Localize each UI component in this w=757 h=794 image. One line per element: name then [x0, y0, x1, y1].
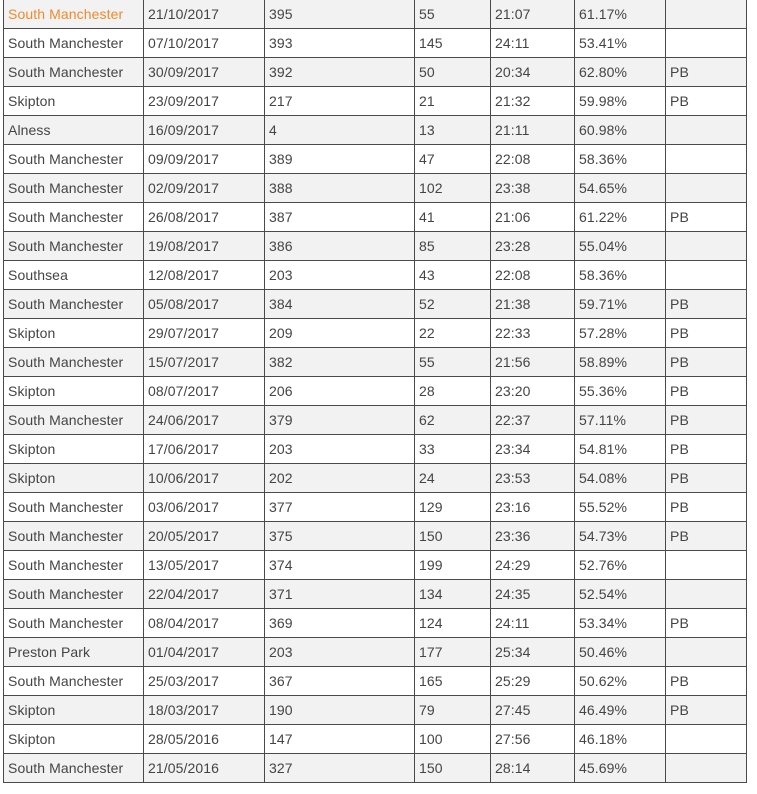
run-number-cell: 327: [265, 754, 415, 783]
run-number-cell: 388: [265, 174, 415, 203]
run-number-cell: 392: [265, 58, 415, 87]
time-cell: 23:36: [491, 522, 575, 551]
time-cell: 21:56: [491, 348, 575, 377]
pb-cell: PB: [666, 58, 747, 87]
event-cell: Skipton: [4, 319, 144, 348]
date-cell: 09/09/2017: [144, 145, 265, 174]
event-cell: South Manchester: [4, 754, 144, 783]
age-grade-cell: 57.28%: [575, 319, 666, 348]
event-cell: South Manchester: [4, 174, 144, 203]
event-cell: South Manchester: [4, 232, 144, 261]
date-cell: 08/07/2017: [144, 377, 265, 406]
run-number-cell: 395: [265, 0, 415, 29]
age-grade-cell: 52.54%: [575, 580, 666, 609]
event-cell: Preston Park: [4, 638, 144, 667]
pb-cell: PB: [666, 667, 747, 696]
date-cell: 12/08/2017: [144, 261, 265, 290]
results-table: [3, 0, 747, 783]
time-cell: 23:28: [491, 232, 575, 261]
table-row: [4, 348, 747, 377]
position-cell: 177: [415, 638, 491, 667]
date-cell: 23/09/2017: [144, 87, 265, 116]
run-number-cell: 203: [265, 638, 415, 667]
run-number-cell: 203: [265, 261, 415, 290]
position-cell: 52: [415, 290, 491, 319]
age-grade-cell: 50.46%: [575, 638, 666, 667]
time-cell: 21:06: [491, 203, 575, 232]
pb-cell: PB: [666, 493, 747, 522]
date-cell: 21/05/2016: [144, 754, 265, 783]
date-cell: 21/10/2017: [144, 0, 265, 29]
time-cell: 24:11: [491, 609, 575, 638]
run-number-cell: 209: [265, 319, 415, 348]
age-grade-cell: 46.18%: [575, 725, 666, 754]
table-row: [4, 174, 747, 203]
pb-cell: PB: [666, 406, 747, 435]
date-cell: 10/06/2017: [144, 464, 265, 493]
date-cell: 02/09/2017: [144, 174, 265, 203]
event-cell: Skipton: [4, 435, 144, 464]
pb-cell: [666, 551, 747, 580]
pb-cell: [666, 232, 747, 261]
run-number-cell: 389: [265, 145, 415, 174]
age-grade-cell: 53.34%: [575, 609, 666, 638]
table-row: [4, 493, 747, 522]
age-grade-cell: 59.98%: [575, 87, 666, 116]
time-cell: 25:29: [491, 667, 575, 696]
date-cell: 22/04/2017: [144, 580, 265, 609]
date-cell: 17/06/2017: [144, 435, 265, 464]
date-cell: 05/08/2017: [144, 290, 265, 319]
table-row: [4, 667, 747, 696]
time-cell: 27:56: [491, 725, 575, 754]
time-cell: 24:29: [491, 551, 575, 580]
position-cell: 21: [415, 87, 491, 116]
event-cell: Skipton: [4, 696, 144, 725]
age-grade-cell: 61.17%: [575, 0, 666, 29]
age-grade-cell: 54.73%: [575, 522, 666, 551]
time-cell: 22:37: [491, 406, 575, 435]
position-cell: 79: [415, 696, 491, 725]
table-row: [4, 406, 747, 435]
age-grade-cell: 57.11%: [575, 406, 666, 435]
table-row: [4, 696, 747, 725]
pb-cell: PB: [666, 348, 747, 377]
date-cell: 16/09/2017: [144, 116, 265, 145]
date-cell: 13/05/2017: [144, 551, 265, 580]
age-grade-cell: 55.04%: [575, 232, 666, 261]
run-number-cell: 386: [265, 232, 415, 261]
date-cell: 15/07/2017: [144, 348, 265, 377]
run-number-cell: 382: [265, 348, 415, 377]
event-cell: South Manchester: [4, 493, 144, 522]
pb-cell: [666, 261, 747, 290]
pb-cell: [666, 145, 747, 174]
date-cell: 25/03/2017: [144, 667, 265, 696]
date-cell: 28/05/2016: [144, 725, 265, 754]
age-grade-cell: 61.22%: [575, 203, 666, 232]
run-number-cell: 206: [265, 377, 415, 406]
pb-cell: [666, 0, 747, 29]
position-cell: 24: [415, 464, 491, 493]
position-cell: 129: [415, 493, 491, 522]
table-row: [4, 551, 747, 580]
table-row: [4, 290, 747, 319]
age-grade-cell: 58.36%: [575, 145, 666, 174]
pb-cell: PB: [666, 319, 747, 348]
pb-cell: [666, 580, 747, 609]
date-cell: 01/04/2017: [144, 638, 265, 667]
position-cell: 100: [415, 725, 491, 754]
table-row: [4, 87, 747, 116]
age-grade-cell: 54.08%: [575, 464, 666, 493]
position-cell: 85: [415, 232, 491, 261]
table-row: [4, 29, 747, 58]
event-link[interactable]: South Manchester: [8, 6, 124, 22]
pb-cell: PB: [666, 377, 747, 406]
date-cell: 29/07/2017: [144, 319, 265, 348]
age-grade-cell: 55.52%: [575, 493, 666, 522]
position-cell: 62: [415, 406, 491, 435]
table-row: [4, 609, 747, 638]
time-cell: 25:34: [491, 638, 575, 667]
table-row: [4, 58, 747, 87]
date-cell: 26/08/2017: [144, 203, 265, 232]
time-cell: 23:38: [491, 174, 575, 203]
run-number-cell: 379: [265, 406, 415, 435]
run-number-cell: 369: [265, 609, 415, 638]
run-number-cell: 387: [265, 203, 415, 232]
position-cell: 199: [415, 551, 491, 580]
position-cell: 150: [415, 754, 491, 783]
date-cell: 07/10/2017: [144, 29, 265, 58]
event-cell: South Manchester: [4, 609, 144, 638]
run-number-cell: 4: [265, 116, 415, 145]
time-cell: 23:20: [491, 377, 575, 406]
table-row: [4, 145, 747, 174]
time-cell: 24:11: [491, 29, 575, 58]
position-cell: 41: [415, 203, 491, 232]
age-grade-cell: 55.36%: [575, 377, 666, 406]
run-number-cell: 374: [265, 551, 415, 580]
age-grade-cell: 58.89%: [575, 348, 666, 377]
time-cell: 20:34: [491, 58, 575, 87]
date-cell: 03/06/2017: [144, 493, 265, 522]
pb-cell: [666, 638, 747, 667]
pb-cell: PB: [666, 290, 747, 319]
event-cell: [4, 0, 144, 29]
event-cell: South Manchester: [4, 667, 144, 696]
table-row: [4, 464, 747, 493]
event-cell: South Manchester: [4, 290, 144, 319]
position-cell: 145: [415, 29, 491, 58]
date-cell: 24/06/2017: [144, 406, 265, 435]
age-grade-cell: 62.80%: [575, 58, 666, 87]
event-cell: Skipton: [4, 464, 144, 493]
age-grade-cell: 46.49%: [575, 696, 666, 725]
time-cell: 21:07: [491, 0, 575, 29]
time-cell: 27:45: [491, 696, 575, 725]
run-number-cell: 371: [265, 580, 415, 609]
table-row: [4, 638, 747, 667]
age-grade-cell: 59.71%: [575, 290, 666, 319]
position-cell: 22: [415, 319, 491, 348]
event-cell: South Manchester: [4, 145, 144, 174]
pb-cell: PB: [666, 87, 747, 116]
pb-cell: [666, 725, 747, 754]
position-cell: 55: [415, 348, 491, 377]
date-cell: 20/05/2017: [144, 522, 265, 551]
position-cell: 150: [415, 522, 491, 551]
position-cell: 47: [415, 145, 491, 174]
time-cell: 24:35: [491, 580, 575, 609]
pb-cell: PB: [666, 435, 747, 464]
run-number-cell: 367: [265, 667, 415, 696]
age-grade-cell: 53.41%: [575, 29, 666, 58]
table-row: [4, 0, 747, 29]
time-cell: 21:11: [491, 116, 575, 145]
time-cell: 22:08: [491, 261, 575, 290]
event-cell: South Manchester: [4, 580, 144, 609]
pb-cell: PB: [666, 203, 747, 232]
date-cell: 08/04/2017: [144, 609, 265, 638]
table-row: [4, 203, 747, 232]
position-cell: 33: [415, 435, 491, 464]
position-cell: 134: [415, 580, 491, 609]
event-cell: South Manchester: [4, 348, 144, 377]
run-number-cell: 203: [265, 435, 415, 464]
run-number-cell: 375: [265, 522, 415, 551]
pb-cell: [666, 116, 747, 145]
run-number-cell: 147: [265, 725, 415, 754]
pb-cell: PB: [666, 464, 747, 493]
position-cell: 13: [415, 116, 491, 145]
time-cell: 23:53: [491, 464, 575, 493]
table-row: [4, 116, 747, 145]
age-grade-cell: 50.62%: [575, 667, 666, 696]
table-row: [4, 232, 747, 261]
time-cell: 21:32: [491, 87, 575, 116]
position-cell: 50: [415, 58, 491, 87]
position-cell: 55: [415, 0, 491, 29]
run-number-cell: 393: [265, 29, 415, 58]
date-cell: 19/08/2017: [144, 232, 265, 261]
position-cell: 102: [415, 174, 491, 203]
time-cell: 28:14: [491, 754, 575, 783]
pb-cell: [666, 754, 747, 783]
position-cell: 43: [415, 261, 491, 290]
position-cell: 124: [415, 609, 491, 638]
time-cell: 23:34: [491, 435, 575, 464]
age-grade-cell: 54.65%: [575, 174, 666, 203]
time-cell: 21:38: [491, 290, 575, 319]
event-cell: Skipton: [4, 87, 144, 116]
table-row: [4, 261, 747, 290]
event-cell: South Manchester: [4, 29, 144, 58]
run-number-cell: 377: [265, 493, 415, 522]
pb-cell: PB: [666, 609, 747, 638]
pb-cell: [666, 29, 747, 58]
event-cell: South Manchester: [4, 203, 144, 232]
age-grade-cell: 58.36%: [575, 261, 666, 290]
table-row: [4, 319, 747, 348]
run-number-cell: 202: [265, 464, 415, 493]
position-cell: 28: [415, 377, 491, 406]
event-cell: South Manchester: [4, 406, 144, 435]
event-cell: South Manchester: [4, 522, 144, 551]
event-cell: Skipton: [4, 377, 144, 406]
table-row: [4, 377, 747, 406]
run-number-cell: 217: [265, 87, 415, 116]
event-cell: South Manchester: [4, 58, 144, 87]
time-cell: 22:33: [491, 319, 575, 348]
run-number-cell: 190: [265, 696, 415, 725]
results-table-body: [4, 0, 747, 783]
pb-cell: [666, 174, 747, 203]
event-cell: Alness: [4, 116, 144, 145]
table-row: [4, 725, 747, 754]
time-cell: 23:16: [491, 493, 575, 522]
pb-cell: PB: [666, 696, 747, 725]
event-cell: Southsea: [4, 261, 144, 290]
date-cell: 30/09/2017: [144, 58, 265, 87]
age-grade-cell: 45.69%: [575, 754, 666, 783]
table-row: [4, 580, 747, 609]
pb-cell: PB: [666, 522, 747, 551]
table-row: [4, 522, 747, 551]
event-cell: South Manchester: [4, 551, 144, 580]
age-grade-cell: 60.98%: [575, 116, 666, 145]
run-number-cell: 384: [265, 290, 415, 319]
age-grade-cell: 52.76%: [575, 551, 666, 580]
time-cell: 22:08: [491, 145, 575, 174]
position-cell: 165: [415, 667, 491, 696]
age-grade-cell: 54.81%: [575, 435, 666, 464]
table-row: [4, 435, 747, 464]
table-row: [4, 754, 747, 783]
event-cell: Skipton: [4, 725, 144, 754]
date-cell: 18/03/2017: [144, 696, 265, 725]
